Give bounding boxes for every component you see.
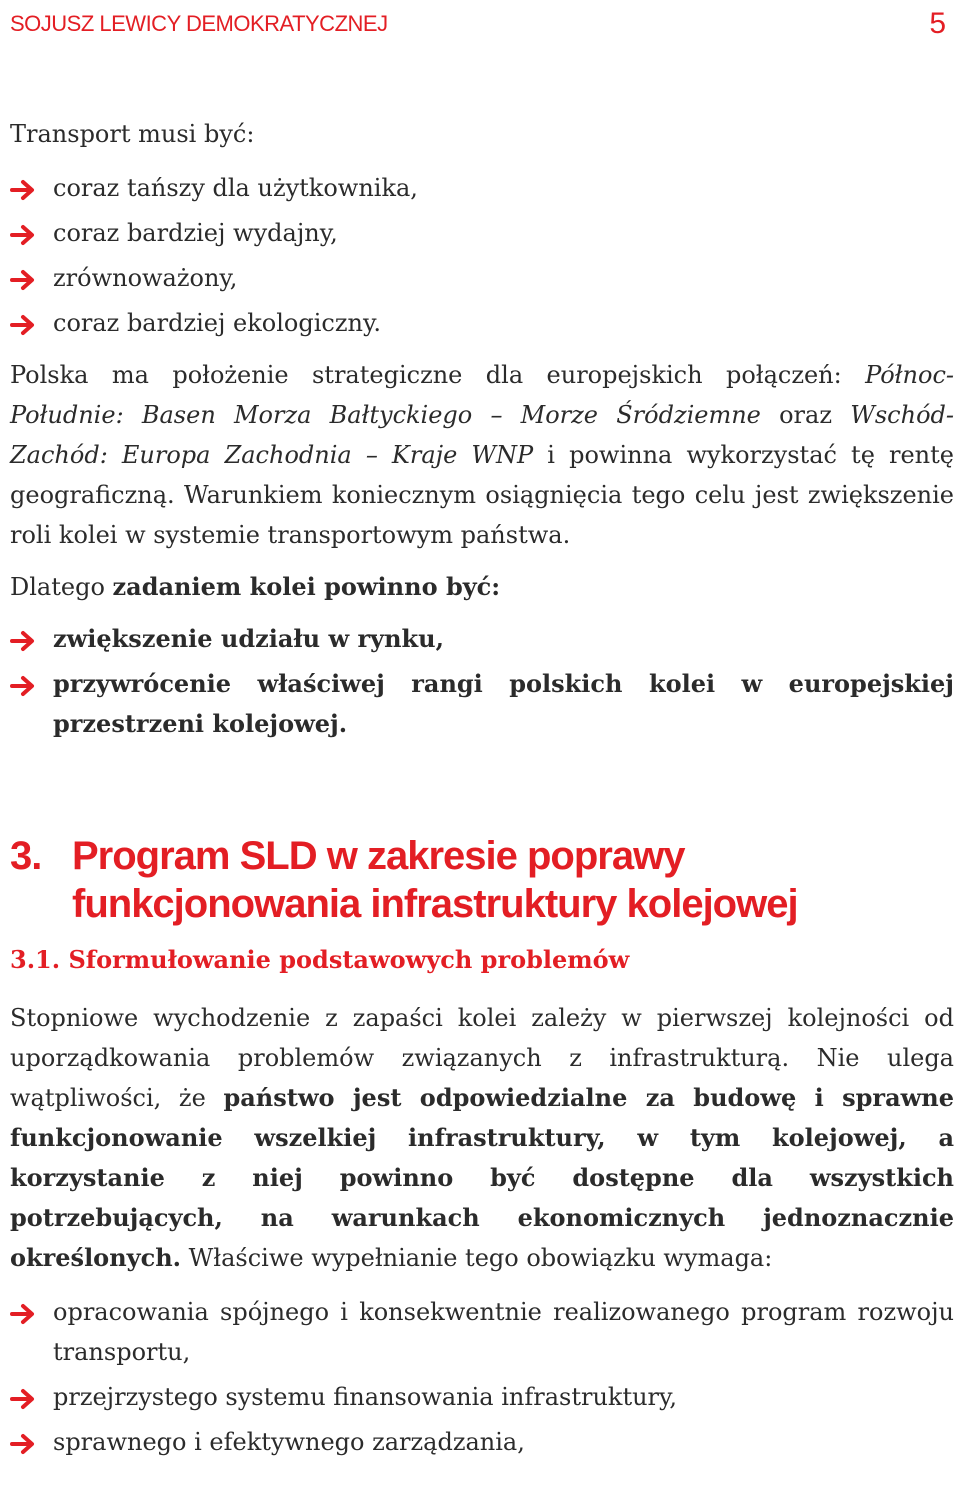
list-item-text: przywrócenie właściwej rangi polskich kolei w europejskiej przestrzeni kolejowej. — [53, 669, 954, 738]
page-header — [10, 8, 946, 40]
arrow-right-icon — [10, 1433, 36, 1455]
list-item-text: coraz tańszy dla użytkownika, — [53, 174, 418, 202]
paragraph-italic: Wschód-Zachód: Europa Zachodnia – Kraje WNP — [10, 401, 954, 469]
paragraph-bold: zadaniem kolei powinno być: — [112, 572, 501, 601]
main-content — [10, 114, 954, 1467]
list-item-text: zwiększenie udziału w rynku, — [53, 624, 444, 653]
intro-text: Transport musi być: — [10, 120, 255, 148]
paragraph-text: Polska ma położenie strategiczne dla europejskich połączeń: — [10, 361, 866, 389]
paragraph-text: Dlatego — [10, 573, 113, 601]
obligation-requirements-list — [10, 1292, 954, 1462]
paragraph-bold: państwo jest odpowiedzialne za budowę i sprawne funkcjonowanie wszelkiej infrastruktury, w tym kolejowej, a korzystanie z niej powinno być dostępne dla wszystkich potrzebujących, na warunkach ekonomicznych jednoznacznie określonych. — [10, 1083, 954, 1272]
list-item — [10, 1377, 954, 1417]
list-item — [10, 1422, 954, 1462]
paragraph-text: Stopniowe wychodzenie z zapaści kolei zależy w pierwszej kolejności od uporządkowania problemów związanych z infrastrukturą. Nie ulega wątpliwości, że — [10, 1004, 954, 1112]
arrow-right-icon — [10, 1303, 36, 1325]
arrow-right-icon — [10, 630, 36, 652]
list-item — [10, 168, 954, 208]
paragraph-text: Właściwe wypełnianie tego obowiązku wymaga: — [181, 1244, 773, 1272]
list-item — [10, 1292, 954, 1372]
arrow-right-icon — [10, 179, 36, 201]
section-title: Program SLD w zakresie poprawy funkcjonowania infrastruktury kolejowej — [72, 834, 798, 926]
list-item — [10, 213, 954, 253]
section-heading — [10, 832, 954, 928]
list-item — [10, 303, 954, 343]
section-number: 3. — [10, 834, 42, 878]
railway-tasks-list — [10, 619, 954, 744]
list-item-text: coraz bardziej ekologiczny. — [53, 309, 381, 337]
list-item-text: przejrzystego systemu finansowania infrastruktury, — [53, 1383, 678, 1411]
paragraph-text: oraz — [760, 401, 851, 429]
arrow-right-icon — [10, 1388, 36, 1410]
paragraph-italic: Północ-Południe: Basen Morza Bałtyckiego – Morze Śródziemne — [10, 361, 954, 429]
header-title: SOJUSZ LEWICY DEMOKRATYCZNEJ — [10, 11, 388, 36]
arrow-right-icon — [10, 314, 36, 336]
list-item-text: zrównoważony, — [53, 264, 238, 292]
list-item-text: sprawnego i efektywnego zarządzania, — [53, 1428, 525, 1456]
arrow-right-icon — [10, 675, 36, 697]
subsection-heading: 3.1. Sformułowanie podstawowych problemów — [10, 945, 630, 974]
arrow-right-icon — [10, 269, 36, 291]
list-item-text: coraz bardziej wydajny, — [53, 219, 338, 247]
arrow-right-icon — [10, 224, 36, 246]
paragraph-text: i powinna wykorzystać tę rentę geograficzną. Warunkiem koniecznym osiągnięcia tego celu jest zwiększenie roli kolei w systemie transportowym państwa. — [10, 441, 954, 549]
list-item — [10, 619, 954, 659]
list-item-text: opracowania spójnego i konsekwentnie realizowanego program rozwoju transportu, — [53, 1298, 954, 1366]
transport-requirements-list — [10, 168, 954, 343]
list-item — [10, 664, 954, 744]
page-number: 5 — [929, 7, 946, 40]
list-item — [10, 258, 954, 298]
strategic-position-paragraph — [10, 355, 954, 555]
railway-tasks-intro — [10, 567, 954, 607]
infrastructure-paragraph — [10, 998, 954, 1278]
